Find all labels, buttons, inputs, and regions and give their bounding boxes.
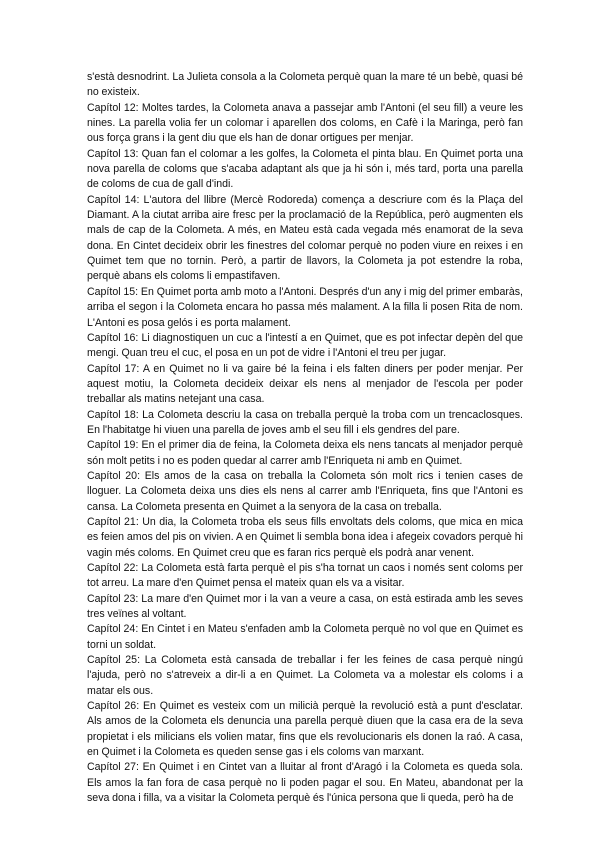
document-body bbox=[87, 70, 523, 807]
paragraph-chapter-15: Capítol 15: En Quimet porta amb moto a l'Antoni. Després d'un any i mig del primer embaràs, arriba el segon i la Colometa encara ho passa més malament. A la filla li posen Rita de nom. L'Antoni es posa gelós i es porta malament. bbox=[87, 285, 523, 329]
paragraph-chapter-26: Capítol 26: En Quimet es vesteix com un milicià perquè la revolució està a punt d'esclatar. Als amos de la Colometa els denuncia una parella perquè diuen que la casa era de la seva propietat i els milicians els volien matar, fins que els revolucionaris els donen la raó. A casa, en Quimet i la Colometa es queden sense gas i els coloms van marxant. bbox=[87, 700, 523, 759]
paragraph-chapter-16: Capítol 16: Li diagnostiquen un cuc a l'intestí a en Quimet, que es pot infectar depèn del que mengi. Quan treu el cuc, el posa en un pot de vidre i l'Antoni el treu per jugar. bbox=[87, 331, 523, 360]
paragraph-chapter-18: Capítol 18: La Colometa descriu la casa on treballa perquè la troba com un trencaclosques. En l'habitatge hi viuen una parella de joves amb el seu fill i els gendres del pare. bbox=[87, 408, 523, 436]
paragraph-chapter-12: Capítol 12: Moltes tardes, la Colometa anava a passejar amb l'Antoni (el seu fill) a veure les nines. La parella volia fer un colomar i aparellen dos coloms, en Cafè i la Maringa, però fan ous força grans i la gent diu que els han de donar ortigues per menjar. bbox=[87, 101, 523, 145]
paragraph-chapter-17: Capítol 17: A en Quimet no li va gaire bé la feina i els falten diners per poder menjar. Per aquest motiu, la Colometa decideix deixar els nens al menjador de l'escola per poder treballar als matins netejant una casa. bbox=[87, 362, 523, 406]
paragraph-chapter-13: Capítol 13: Quan fan el colomar a les golfes, la Colometa el pinta blau. En Quimet porta una nova parella de coloms que s'acaba adaptant als que ja hi són i, més tard, porta una parella de coloms de cua de gall d'indi. bbox=[87, 147, 523, 191]
paragraph-chapter-19: Capítol 19: En el primer dia de feina, la Colometa deixa els nens tancats al menjador perquè són molt petits i no es poden quedar al carrer amb l'Enriqueta ni amb en Quimet. bbox=[87, 439, 523, 467]
paragraph-chapter-21: Capítol 21: Un dia, la Colometa troba els seus fills envoltats dels coloms, que mica en mica es feien amos del pis on vivien. A en Quimet li sembla bona idea i afegeix covadors perquè hi vagin més coloms. En Quimet creu que es faran rics perquè els podrà anar venent. bbox=[87, 515, 523, 559]
paragraph-chapter-25: Capítol 25: La Colometa està cansada de treballar i fer les feines de casa perquè ningú l'ajuda, però no s'atreveix a dir-li a en Quimet. La Colometa va a molestar els coloms i a matar els ous. bbox=[87, 654, 523, 697]
paragraph-continuation: s'està desnodrint. La Julieta consola a la Colometa perquè quan la mare té un bebè, quasi bé no existeix. bbox=[87, 71, 523, 99]
paragraph-chapter-14: Capítol 14: L'autora del llibre (Mercè Rodoreda) comença a descriure com és la Plaça del Diamant. A la ciutat arriba aire fresc per la proclamació de la República, però augmenten els mals de cap de la Colometa. A més, en Mateu està cada vegada més enamorat de la seva dona. En Cintet decideix obrir les finestres del colomar perquè no poden viure en reixes i en Quimet tem que no tornin. Però, a partir de llavors, la Colometa ja pot estendre la roba, perquè abans els coloms li empastifaven. bbox=[87, 193, 523, 283]
paragraph-chapter-23: Capítol 23: La mare d'en Quimet mor i la van a veure a casa, on està estirada amb les seves tres veïnes al voltant. bbox=[87, 592, 523, 621]
paragraph-chapter-27: Capítol 27: En Quimet i en Cintet van a lluitar al front d'Aragó i la Colometa es queda sola. Els amos la fan fora de casa perquè no li poden pagar el sou. En Mateu, abandonat per la seva dona i filla, va a visitar la Colometa perquè és l'única persona que li queda, però ha de bbox=[87, 761, 523, 805]
paragraph-chapter-22: Capítol 22: La Colometa està farta perquè el pis s'ha tornat un caos i només sent coloms per tot arreu. La mare d'en Quimet pensa el mateix quan els va a visitar. bbox=[87, 562, 523, 590]
paragraph-chapter-20: Capítol 20: Els amos de la casa on treballa la Colometa són molt rics i tenien cases de lloguer. La Colometa deixa uns dies els nens al carrer amb l'Enriqueta, fins que l'Antoni es cansa. La Colometa presenta en Quimet a la senyora de la casa on treballa. bbox=[87, 469, 523, 513]
paragraph-chapter-24: Capítol 24: En Cintet i en Mateu s'enfaden amb la Colometa perquè no vol que en Quimet es torni un soldat. bbox=[87, 623, 523, 651]
